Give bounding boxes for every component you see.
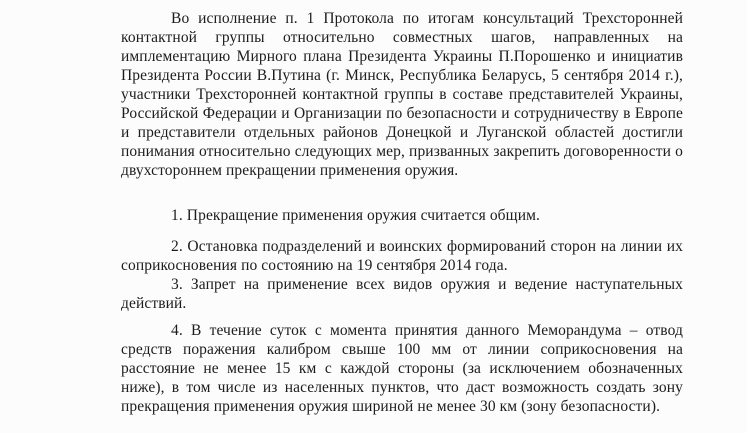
list-item: 2. Остановка подразделений и воинских формирований сторон на линии их соприкосновения по состоянию на 19 сентября 2014 года. bbox=[121, 238, 683, 274]
list-item: 4. В течение суток с момента принятия данного Меморандума – отвод средств поражения калибром свыше 100 мм от линии соприкосновения на расстояние не менее 15 км с каждой стороны (за исключением обозначенных ниже), в том числе из населенных пунктов, что даст возможность создать зону прекращения применения оружия шириной не менее 30 км (зону безопасности). bbox=[121, 322, 683, 415]
list-item: 1. Прекращение применения оружия считается общим. bbox=[171, 207, 540, 224]
list-item: 3. Запрет на применение всех видов оружия и ведение наступательных действий. bbox=[121, 276, 683, 312]
intro-paragraph: Во исполнение п. 1 Протокола по итогам консультаций Трехсторонней контактной группы относительно совместных шагов, направленных на имплементацию Мирного плана Президента Украины П.Порошенко и инициатив Президента России В.Путина (г. Минск, Республика Беларусь, 5 сентября 2014 г.), участники Трехсторонней контактной группы в составе представителей Украины, Российской Федерации и Организации по безопасности и сотрудничеству в Европе и представители отдельных районов Донецкой и Луганской областей достигли понимания относительно следующих мер, призванных закрепить договоренности о двухстороннем прекращении применения оружия. bbox=[121, 10, 683, 179]
